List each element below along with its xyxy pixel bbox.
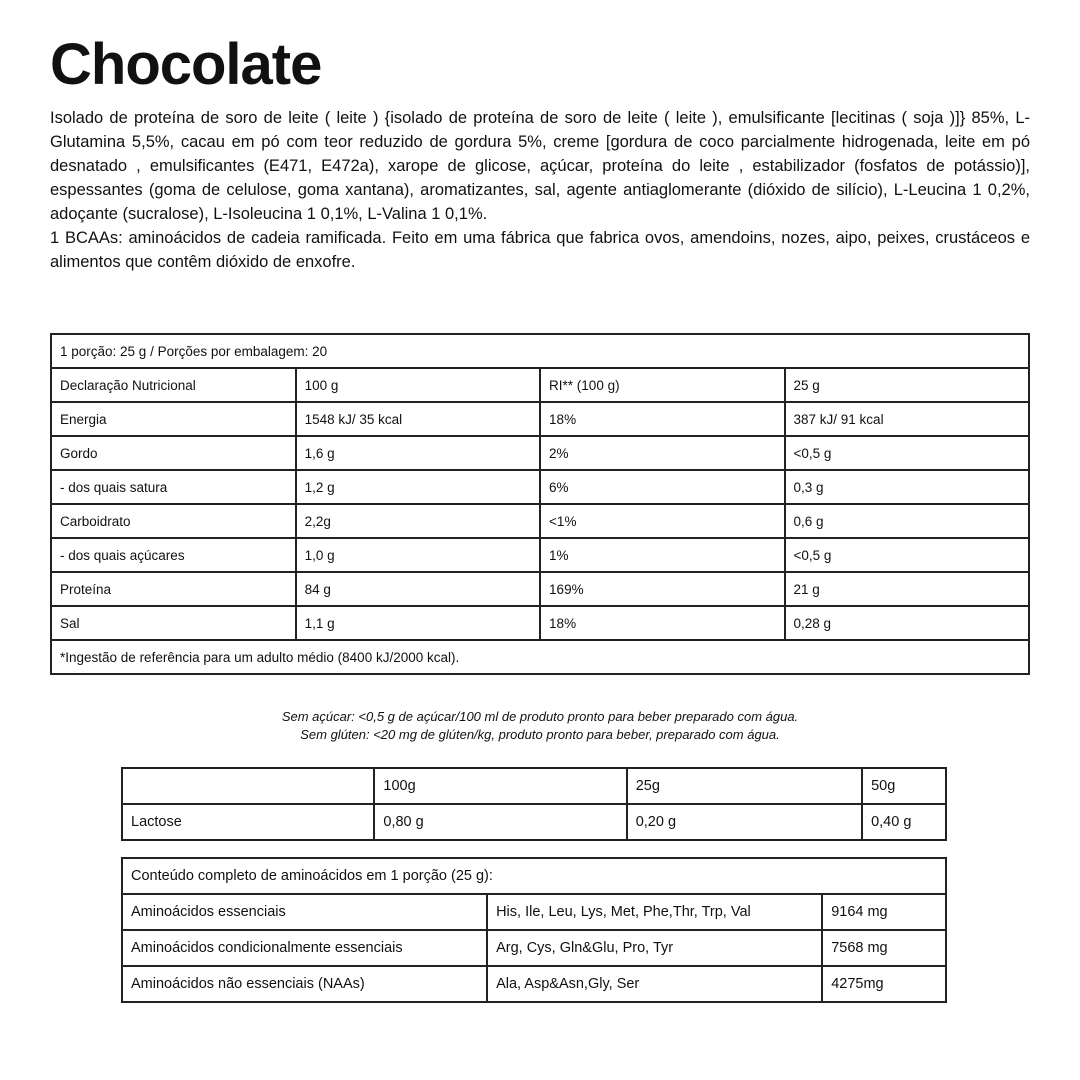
table-cell: 0,28 g xyxy=(785,606,1029,640)
table-cell: <0,5 g xyxy=(785,436,1029,470)
table-row xyxy=(51,470,1029,504)
header-cell: 25 g xyxy=(785,368,1029,402)
amino-acid-table xyxy=(121,857,947,1003)
table-cell: Sal xyxy=(51,606,296,640)
table-cell: <0,5 g xyxy=(785,538,1029,572)
header-cell: 50g xyxy=(862,768,946,804)
header-cell: 100g xyxy=(374,768,626,804)
table-header-row xyxy=(51,368,1029,402)
header-cell: Declaração Nutricional xyxy=(51,368,296,402)
table-row xyxy=(51,504,1029,538)
table-cell: 2% xyxy=(540,436,784,470)
table-cell: His, Ile, Leu, Lys, Met, Phe,Thr, Trp, Val xyxy=(487,894,822,930)
table-row xyxy=(51,606,1029,640)
table-cell: Aminoácidos essenciais xyxy=(122,894,487,930)
table-cell: 1548 kJ/ 35 kcal xyxy=(296,402,540,436)
table-cell: 4275mg xyxy=(822,966,946,1002)
table-cell: 0,40 g xyxy=(862,804,946,840)
table-header-row xyxy=(122,768,946,804)
table-cell: 18% xyxy=(540,606,784,640)
table-cell: 9164 mg xyxy=(822,894,946,930)
table-cell: 1,1 g xyxy=(296,606,540,640)
table-cell: 84 g xyxy=(296,572,540,606)
table-cell: 0,80 g xyxy=(374,804,626,840)
table-cell: 0,3 g xyxy=(785,470,1029,504)
sugar-free-note: Sem açúcar: <0,5 g de açúcar/100 ml de produto pronto para beber preparado com água. xyxy=(281,709,799,724)
table-cell: 2,2g xyxy=(296,504,540,538)
table-cell: Lactose xyxy=(122,804,374,840)
table-cell: Proteína xyxy=(51,572,296,606)
table-row xyxy=(122,894,946,930)
table-cell: 21 g xyxy=(785,572,1029,606)
table-row xyxy=(51,572,1029,606)
table-cell: 1,2 g xyxy=(296,470,540,504)
table-cell: 0,6 g xyxy=(785,504,1029,538)
table-cell: 169% xyxy=(540,572,784,606)
table-cell: 18% xyxy=(540,402,784,436)
table-cell: 7568 mg xyxy=(822,930,946,966)
table-cell: - dos quais açúcares xyxy=(51,538,296,572)
table-row xyxy=(51,640,1029,674)
table-row xyxy=(122,930,946,966)
table-row xyxy=(122,966,946,1002)
table-cell: Energia xyxy=(51,402,296,436)
header-cell: RI** (100 g) xyxy=(540,368,784,402)
table-cell: Aminoácidos condicionalmente essenciais xyxy=(122,930,487,966)
table-row xyxy=(122,858,946,894)
table-cell: Gordo xyxy=(51,436,296,470)
amino-heading: Conteúdo completo de aminoácidos em 1 porção (25 g): xyxy=(122,858,946,894)
product-title: Chocolate xyxy=(50,32,322,97)
serving-info: 1 porção: 25 g / Porções por embalagem: 20 xyxy=(51,334,1029,368)
table-cell: Ala, Asp&Asn,Gly, Ser xyxy=(487,966,822,1002)
table-cell: - dos quais satura xyxy=(51,470,296,504)
reference-intake-footnote: *Ingestão de referência para um adulto médio (8400 kJ/2000 kcal). xyxy=(51,640,1029,674)
table-cell: 387 kJ/ 91 kcal xyxy=(785,402,1029,436)
table-cell: 6% xyxy=(540,470,784,504)
table-row xyxy=(51,334,1029,368)
table-cell: 0,20 g xyxy=(627,804,862,840)
table-cell: 1% xyxy=(540,538,784,572)
ingredients-text xyxy=(50,106,1030,274)
table-row xyxy=(122,804,946,840)
bcaa-allergen-note: 1 BCAAs: aminoácidos de cadeia ramificada. Feito em uma fábrica que fabrica ovos, amendoins, nozes, aipo, peixes, crustáceos e alimentos que contêm dióxido de enxofre. xyxy=(50,229,1030,271)
lactose-table xyxy=(121,767,947,841)
table-cell: 1,6 g xyxy=(296,436,540,470)
table-cell: Arg, Cys, Gln&Glu, Pro, Tyr xyxy=(487,930,822,966)
claims-notes xyxy=(0,708,1080,744)
table-cell: 1,0 g xyxy=(296,538,540,572)
table-cell: Aminoácidos não essenciais (NAAs) xyxy=(122,966,487,1002)
nutrition-table xyxy=(50,333,1030,675)
header-cell: 100 g xyxy=(296,368,540,402)
table-row xyxy=(51,538,1029,572)
table-row xyxy=(51,436,1029,470)
table-cell: <1% xyxy=(540,504,784,538)
ingredients-list: Isolado de proteína de soro de leite ( leite ) {isolado de proteína de soro de leite ( leite ), emulsificante [lecitinas ( soja )]} 85%, L-Glutamina 5,5%, cacau em pó com teor reduzido de gordura 5%, creme [gordura de coco parcialmente hidrogenada, leite em pó desnatado , emulsificantes (E471, E472a), xarope de glicose, açúcar, proteína do leite , estabilizador (fosfatos de potássio)], espessantes (goma de celulose, goma xantana), aromatizantes, sal, agente antiaglomerante (dióxido de silício), L-Leucina 1 0,2%, adoçante (sucralose), L-Isoleucina 1 0,1%, L-Valina 1 0,1%. xyxy=(50,109,1030,223)
header-cell: 25g xyxy=(627,768,862,804)
table-row xyxy=(51,402,1029,436)
table-cell: Carboidrato xyxy=(51,504,296,538)
header-cell xyxy=(122,768,374,804)
gluten-free-note: Sem glúten: <20 mg de glúten/kg, produto pronto para beber, preparado com água. xyxy=(300,727,780,742)
